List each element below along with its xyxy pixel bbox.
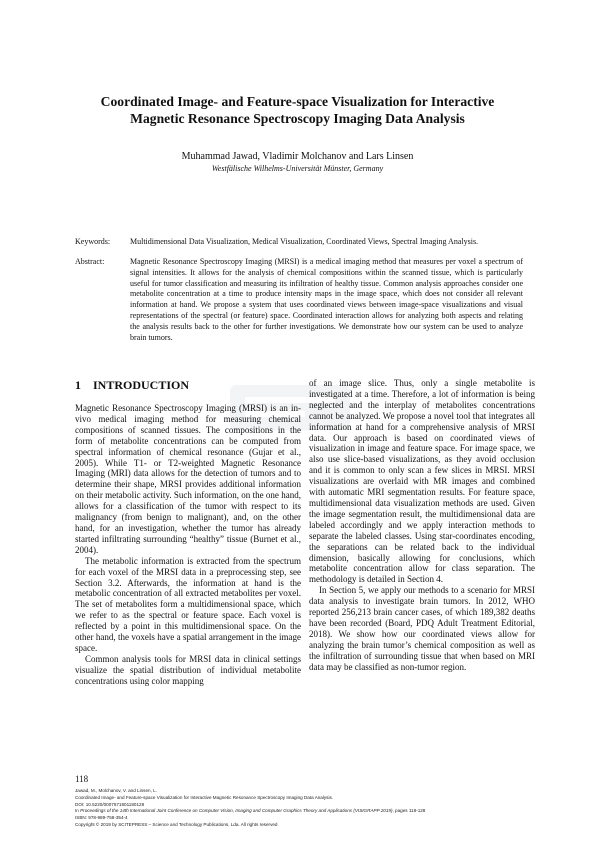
abstract-label: Abstract:	[75, 257, 105, 266]
section-heading	[75, 378, 301, 392]
footer-authors: Jawad, M., Molchanov, V. and Linsen, L.	[75, 788, 157, 793]
footer-doi: DOI: 10.5220/0007571801180128	[75, 801, 145, 807]
keywords-text: Multidimensional Data Visualization, Medical Visualization, Coordinated Views, Spectral Imaging Analysis.	[130, 237, 479, 246]
intro-paragraph-4: In Section 5, we apply our methods to a scenario for MRSI data analysis to investigate brain tumors. In 2012, WHO reported 256,213 brain cancer cases, of which 189,382 deaths have been recorded (Board, PDQ Adult Treatment Editorial, 2018). We show how our coordinated views allow for analyzing the brain tumor’s chemical composition as well as the infiltration of surrounding tissue that when based on MRI data may be classified as non-tumor region.	[309, 585, 535, 672]
paper-title	[60, 93, 535, 127]
intro-paragraph-1: Magnetic Resonance Spectroscopy Imaging (MRSI) is an in-vivo medical imaging method for measuring chemical compositions of scanned tissues. The compositions in the form of metabolite concentrations can be computed from spectral information of chemical resonance (Gujar et al., 2005). While T1- or T2-weighted Magnetic Resonance Imaging (MRI) data allows for the detection of tumors and to determine their shape, MRSI provides additional information on their metabolic activity. Such information, on the one hand, allows for a classification of the tumor with respect to its malignancy (from benign to malignant), and, on the other hand, for an investigation, whether the tumor has already started infiltrating surrounding “healthy” tissue (Burnet et al., 2004).	[75, 403, 301, 555]
footer-proceedings	[75, 808, 535, 815]
footer-copyright: Copyright © 2019 by SCITEPRESS – Science and Technology Publications, Lda. All rights reserved	[75, 821, 278, 827]
footer-title: Coordinated Image- and Feature-space Visualization for Interactive Magnetic Resonance Spectroscopy Imaging Data Analysis.	[75, 794, 334, 800]
intro-paragraph-3-continued: of an image slice. Thus, only a single metabolite is investigated at a time. Therefore, a lot of information is being neglected and the interplay of metabolites concentrations cannot be analyzed. We propose a novel tool that integrates all information at hand for a comprehensive analysis of MRSI data. Our approach is based on coordinated views of visualization in image and feature space. For image space, we also use slice-based visualizations, as they avoid occlusion and it is common to only scan a few slices in MRSI. MRSI visualizations are overlaid with MR images and combined with automatic MRI segmentation results. For feature space, multidimensional data visualization methods are used. Given the image segmentation result, the multidimensional data are labeled accordingly and we apply interaction methods to separate the labeled classes. Using star-coordinates encoding, the separations can be related back to the individual dimension, basically allowing for conclusions, which metabolite concentration allow for class separation. The methodology is detailed in Section 4.	[309, 378, 535, 585]
right-column	[309, 378, 535, 672]
abstract-text: Magnetic Resonance Spectroscopy Imaging (MRSI) is a medical imaging method that measures per voxel a spectrum of signal intensities. It allows for the analysis of chemical compositions within the scanned tissue, which is particularly useful for tumor classification and measuring its infiltration of healthy tissue. Common analysis approaches consider one metabolite concentration at a time to produce intensity maps in the image space, which does not consider all relevant information at hand. We propose a system that uses coordinated views between image-space visualizations and visual representations of the spectral (or feature) space. Coordinated interaction allows for analyzing both aspects and relating the analysis results back to the other for further investigations. We demonstrate how our system can be used to analyze brain tumors.	[130, 257, 523, 342]
footer-proceedings-venue: Proceedings of the 14th International Joint Conference on Computer Vision, Imaging and Computer Graphics Theory and Applications (VISIGRAPP 2019)	[80, 808, 393, 814]
intro-paragraph-2: The metabolic information is extracted from the spectrum for each voxel of the MRSI data in a preprocessing step, see Section 3.2. Afterwards, the information at hand is the metabolic concentration of all extracted metabolites per voxel. The set of metabolites form a multidimensional space, which we refer to as the spectral or feature space. Each voxel is reflected by a point in this multidimensional space. On the other hand, the voxels have a spatial arrangement in the image space.	[75, 555, 301, 653]
footer-proceedings-pages: , pages 118-128	[392, 808, 426, 814]
footer-proceedings-prefix: In	[75, 808, 81, 814]
intro-paragraph-3: Common analysis tools for MRSI data in clinical settings visualize the spatial distribution of individual metabolite concentrations using color mapping	[75, 653, 301, 686]
footer-isbn: ISBN: 978-989-758-354-4	[75, 815, 128, 821]
paper-title-line-2: Magnetic Resonance Spectroscopy Imaging Data Analysis	[130, 111, 465, 126]
left-column	[75, 378, 301, 687]
page-number: 118	[75, 774, 89, 784]
affiliation: Westfälische Wilhelms-Universität Münster, Germany	[211, 164, 384, 173]
paper-title-line-1: Coordinated Image- and Feature-space Visualization for Interactive	[100, 94, 495, 109]
keywords-label: Keywords:	[75, 237, 111, 246]
citation-footer	[75, 788, 535, 829]
section-number: 1	[75, 378, 81, 392]
author-list: Muhammad Jawad, Vladimir Molchanov and Lars Linsen	[181, 151, 414, 162]
section-title: INTRODUCTION	[93, 378, 190, 392]
